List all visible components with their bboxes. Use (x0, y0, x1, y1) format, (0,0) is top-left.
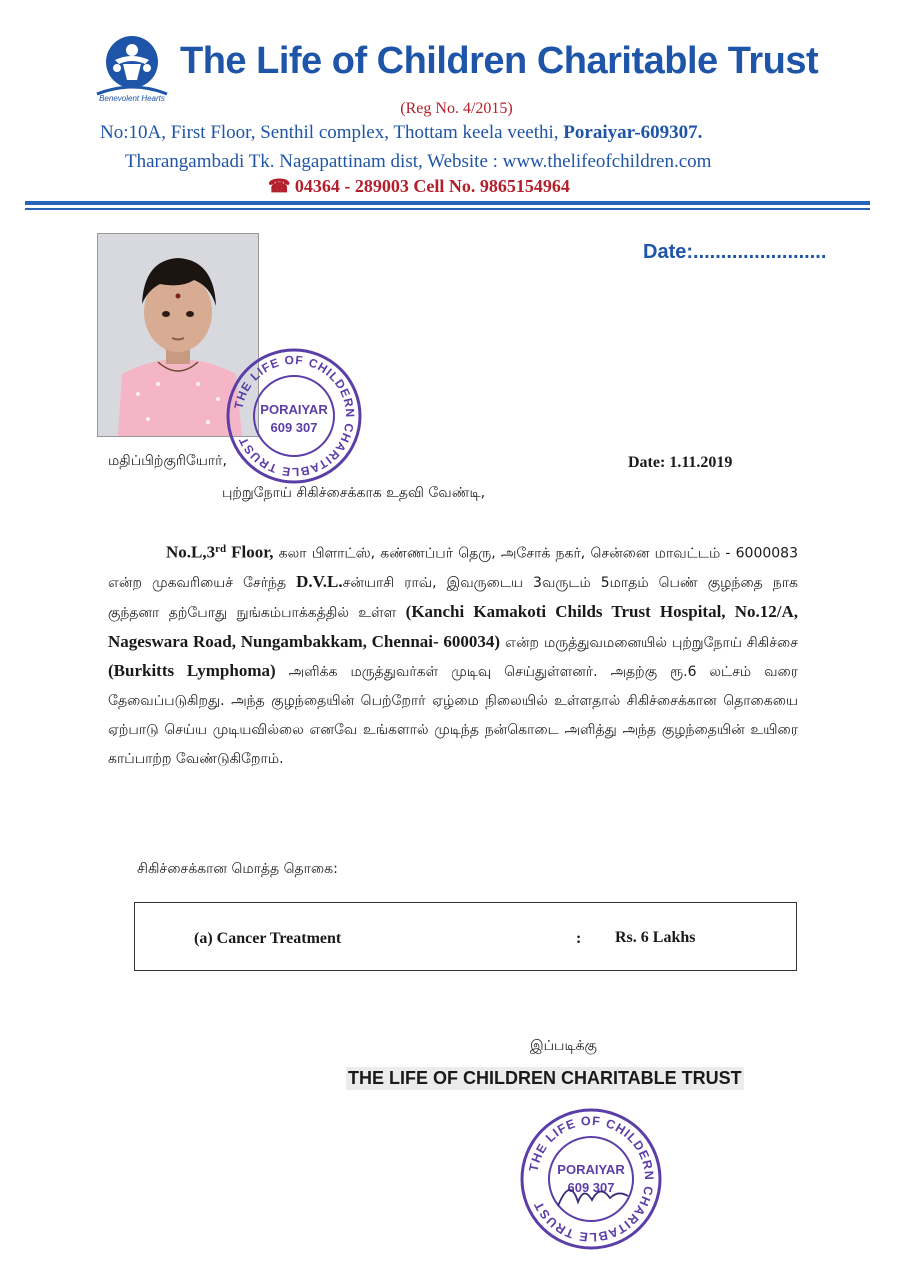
letter-subject: புற்றுநோய் சிகிச்சைக்காக உதவி வேண்டி, (222, 485, 486, 501)
salutation: மதிப்பிற்குரியோர், (108, 453, 227, 469)
cost-row-label: (a) Cancer Treatment (194, 930, 342, 947)
svg-text:THE LIFE OF CHILDERN CHARITABL: THE LIFE OF CHILDERN CHARITABLE TRUST (526, 1113, 657, 1245)
header-divider (25, 201, 870, 205)
svg-text:Benevolent Hearts: Benevolent Hearts (99, 94, 165, 103)
body-diagnosis: (Burkitts Lymphoma) (108, 661, 276, 681)
registration-number: (Reg No. 4/2015) (400, 100, 513, 117)
signatory-name: THE LIFE OF CHILDREN CHARITABLE TRUST (348, 1068, 742, 1088)
header-divider-thin (25, 208, 870, 210)
body-text-4: அளிக்க மருத்துவர்கள் முடிவு செய்துள்ளனர். அதற்கு ரூ.6 லட்சம் வரை தேவைப்படுகிறது. அந்த குழந்தையின் பெற்றோர் ஏழ்மை நிலையில் உள்ளதால் சிகிச்சைக்கான தொகையை ஏற்பாடு செய்ய முடியவில்லை எனவே உங்களால் முடிந்த நன்கொடை அளித்து அந்த குழந்தையின் உயிரை காப்பாற்ற வேண்டுகிறோம். (108, 664, 798, 767)
svg-text:PORAIYAR: PORAIYAR (557, 1162, 625, 1177)
letter-date: Date: 1.11.2019 (628, 454, 733, 471)
body-text-3: என்ற மருத்துவமனையில் புற்றுநோய் சிகிச்சை (500, 634, 798, 651)
trust-stamp-signature (518, 1106, 664, 1252)
date-field: Date:........................ (643, 241, 827, 263)
letter-body (108, 535, 798, 773)
body-address-bold: No.L,3 (166, 542, 216, 562)
address-line-2: Tharangambadi Tk. Nagapattinam dist, Website : www.thelifeofchildren.com (125, 151, 712, 172)
trust-logo (93, 34, 171, 104)
cost-row-colon: : (576, 930, 582, 947)
body-superscript: rd (215, 543, 227, 555)
phone-numbers: ☎ 04364 - 289003 Cell No. 9865154964 (268, 176, 570, 196)
closing-phrase: இப்படிக்கு (530, 1038, 597, 1054)
trust-stamp-top (224, 346, 364, 486)
body-text-1: கலா பிளாட்ஸ், கண்ணப்பர் தெரு, அசோக் நகர், சென்னை மாவட்டம் - 6000083 என்ற முகவரியைச் சேர்ந்த (108, 545, 799, 592)
organization-title: The Life of Children Charitable Trust (180, 40, 819, 82)
body-hospital: (Kanchi Kamakoti Childs Trust Hospital, No.12/A, Nageswara Road, Nungambakkam, Chennai- 600034) (108, 602, 798, 651)
svg-text:THE LIFE OF CHILDERN CHARITABL: THE LIFE OF CHILDERN CHARITABLE TRUST (231, 352, 358, 480)
total-amount-label: சிகிச்சைக்கான மொத்த தொகை: (137, 861, 338, 877)
body-text-2: சன்யாசி ராவ், இவருடைய 3வருடம் 5மாதம் பெண் குழந்தை நாக குந்தனா தற்போது நுங்கம்பாக்கத்தில் உள்ள (108, 575, 798, 622)
svg-text:609 307: 609 307 (270, 420, 318, 435)
cost-row-value: Rs. 6 Lakhs (615, 929, 696, 946)
body-floor: Floor, (226, 542, 274, 562)
svg-text:609 307: 609 307 (567, 1180, 615, 1195)
svg-text:PORAIYAR: PORAIYAR (260, 402, 328, 417)
address-line-1: No:10A, First Floor, Senthil complex, Thottam keela veethi, Poraiyar-609307. (100, 122, 703, 143)
body-name-initials: D.V.L. (296, 572, 343, 592)
